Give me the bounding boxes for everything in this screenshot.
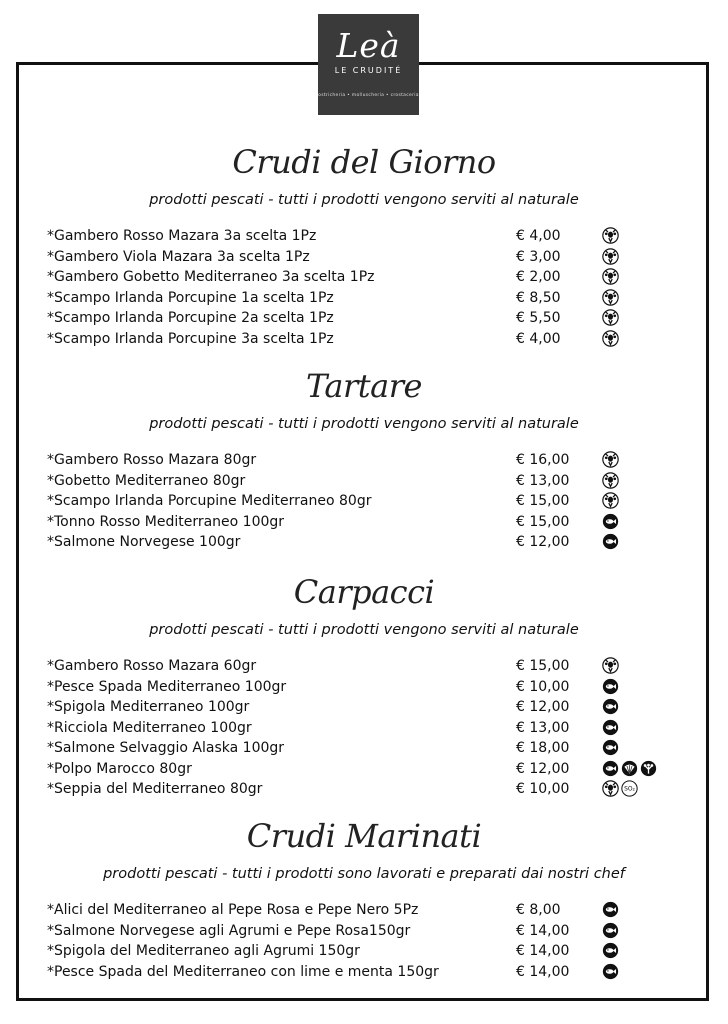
- menu-item-price: € 16,00: [516, 452, 570, 468]
- menu-item: [0, 941, 728, 962]
- crustacean-icon: [602, 492, 619, 509]
- menu-item-name: *Ricciola Mediterraneo 100gr: [47, 719, 252, 736]
- crustacean-icon: [602, 289, 619, 306]
- menu-item-name: *Gambero Gobetto Mediterraneo 3a scelta 1Pz: [47, 269, 375, 285]
- svg-text:SO₂: SO₂: [624, 785, 635, 793]
- menu-item-price: € 18,00: [516, 740, 570, 756]
- fish-icon: [602, 901, 619, 918]
- menu-item-name: *Spigola del Mediterraneo agli Agrumi 150gr: [47, 943, 360, 959]
- menu-section: [0, 816, 728, 982]
- fish-icon: [602, 963, 619, 980]
- menu-item-price: € 12,00: [516, 699, 570, 715]
- allergen-icons: [602, 330, 619, 347]
- menu-item: [0, 491, 728, 512]
- section-subtitle: prodotti pescati - tutti i prodotti vengono serviti al naturale: [149, 416, 579, 432]
- allergen-icons: [602, 533, 619, 550]
- menu-item-price: € 3,00: [516, 248, 561, 265]
- allergen-icons: [602, 901, 619, 918]
- menu-item: [0, 900, 728, 921]
- menu-item-price: € 5,50: [516, 310, 561, 326]
- menu-item-name: *Salmone Norvegese 100gr: [47, 534, 241, 550]
- celery-icon: [640, 760, 657, 777]
- allergen-icons: [602, 963, 619, 980]
- menu-item-name: *Spigola Mediterraneo 100gr: [47, 699, 250, 715]
- logo-name: Leà: [336, 26, 401, 65]
- menu-section: [0, 142, 728, 349]
- allergen-icons: [602, 513, 619, 530]
- crustacean-icon: [602, 248, 619, 265]
- restaurant-logo: [318, 14, 419, 115]
- menu-section: [0, 572, 728, 800]
- fish-icon: [602, 678, 619, 695]
- allergen-icons: [602, 451, 619, 468]
- crustacean-icon: [602, 780, 619, 797]
- menu-item: [0, 697, 728, 718]
- allergen-icons: [602, 309, 619, 326]
- allergen-icons: [602, 289, 619, 306]
- menu-item-price: € 14,00: [516, 963, 570, 980]
- logo-subtitle: LE CRUDITÉ: [334, 66, 403, 75]
- menu-item-price: € 13,00: [516, 472, 570, 489]
- menu-item: [0, 267, 728, 288]
- fish-icon: [602, 739, 619, 756]
- allergen-icons: [602, 739, 619, 756]
- allergen-icons: [602, 922, 619, 939]
- menu-item-name: *Scampo Irlanda Porcupine Mediterraneo 80gr: [47, 493, 372, 509]
- allergen-icons: [602, 760, 657, 777]
- menu-item-price: € 15,00: [516, 513, 570, 530]
- fish-icon: [602, 698, 619, 715]
- section-title: Tartare: [306, 367, 422, 405]
- allergen-icons: [602, 698, 619, 715]
- section-title: Crudi del Giorno: [232, 143, 496, 181]
- logo-tagline: ostricheria • molluscheria • crostaceria: [318, 93, 419, 98]
- menu-item: [0, 288, 728, 309]
- menu-item: [0, 329, 728, 350]
- menu-item-name: *Gobetto Mediterraneo 80gr: [47, 472, 246, 489]
- menu-item: [0, 471, 728, 492]
- menu-item-price: € 12,00: [516, 534, 570, 550]
- menu-item-name: *Polpo Marocco 80gr: [47, 760, 192, 777]
- menu-item: [0, 738, 728, 759]
- sulphites-icon: [621, 780, 638, 797]
- allergen-icons: [602, 719, 619, 736]
- menu-item: [0, 532, 728, 553]
- menu-item-name: *Salmone Selvaggio Alaska 100gr: [47, 740, 285, 756]
- menu-item-price: € 15,00: [516, 493, 570, 509]
- menu-item-price: € 10,00: [516, 781, 570, 797]
- menu-item-name: *Gambero Rosso Mazara 60gr: [47, 658, 257, 674]
- section-title: Crudi Marinati: [246, 817, 482, 855]
- allergen-icons: [602, 268, 619, 285]
- menu-item: [0, 677, 728, 698]
- menu-item-price: € 12,00: [516, 760, 570, 777]
- section-subtitle: prodotti pescati - tutti i prodotti vengono serviti al naturale: [149, 192, 579, 208]
- menu-item-name: *Gambero Rosso Mazara 80gr: [47, 452, 257, 468]
- menu-item-list: [0, 900, 728, 982]
- allergen-icons: [602, 472, 619, 489]
- menu-item-price: € 14,00: [516, 943, 570, 959]
- menu-item-price: € 2,00: [516, 269, 561, 285]
- crustacean-icon: [602, 268, 619, 285]
- menu-item-price: € 4,00: [516, 228, 561, 244]
- allergen-icons: [602, 678, 619, 695]
- menu-item: [0, 247, 728, 268]
- menu-item-list: [0, 656, 728, 800]
- menu-item: [0, 962, 728, 983]
- fish-icon: [602, 760, 619, 777]
- menu-item-name: *Scampo Irlanda Porcupine 1a scelta 1Pz: [47, 289, 334, 306]
- allergen-icons: [602, 227, 619, 244]
- crustacean-icon: [602, 657, 619, 674]
- menu-item-name: *Scampo Irlanda Porcupine 2a scelta 1Pz: [47, 310, 334, 326]
- section-subtitle: prodotti pescati - tutti i prodotti vengono serviti al naturale: [149, 622, 579, 638]
- crustacean-icon: [602, 451, 619, 468]
- menu-item-list: [0, 226, 728, 349]
- menu-item-price: € 8,00: [516, 902, 561, 918]
- fish-icon: [602, 922, 619, 939]
- menu-item-name: *Pesce Spada Mediterraneo 100gr: [47, 678, 287, 695]
- allergen-icons: [602, 492, 619, 509]
- menu-item-price: € 15,00: [516, 658, 570, 674]
- crustacean-icon: [602, 309, 619, 326]
- menu-item: [0, 512, 728, 533]
- menu-item: [0, 226, 728, 247]
- menu-item-name: *Salmone Norvegese agli Agrumi e Pepe Rosa150gr: [47, 922, 411, 939]
- menu-item: [0, 718, 728, 739]
- menu-item-price: € 4,00: [516, 330, 561, 347]
- menu-item-price: € 8,50: [516, 289, 561, 306]
- menu-item: [0, 921, 728, 942]
- allergen-icons: [602, 657, 619, 674]
- menu-item: [0, 450, 728, 471]
- allergen-icons: [602, 780, 638, 797]
- menu-item-price: € 13,00: [516, 719, 570, 736]
- menu-item: [0, 656, 728, 677]
- menu-item: [0, 759, 728, 780]
- fish-icon: [602, 533, 619, 550]
- fish-icon: [602, 942, 619, 959]
- menu-item-name: *Seppia del Mediterraneo 80gr: [47, 781, 263, 797]
- menu-item-name: *Gambero Rosso Mazara 3a scelta 1Pz: [47, 228, 317, 244]
- allergen-icons: [602, 248, 619, 265]
- menu-item-name: *Pesce Spada del Mediterraneo con lime e menta 150gr: [47, 963, 439, 980]
- menu-section: [0, 366, 728, 553]
- mollusc-icon: [621, 760, 638, 777]
- menu-item-list: [0, 450, 728, 553]
- menu-item-price: € 10,00: [516, 678, 570, 695]
- section-subtitle: prodotti pescati - tutti i prodotti sono lavorati e preparati dai nostri chef: [103, 866, 625, 882]
- fish-icon: [602, 719, 619, 736]
- menu-item-name: *Scampo Irlanda Porcupine 3a scelta 1Pz: [47, 330, 334, 347]
- fish-icon: [602, 513, 619, 530]
- crustacean-icon: [602, 472, 619, 489]
- menu-item-price: € 14,00: [516, 922, 570, 939]
- menu-item-name: *Tonno Rosso Mediterraneo 100gr: [47, 513, 285, 530]
- section-title: Carpacci: [293, 573, 435, 611]
- menu-item: [0, 308, 728, 329]
- allergen-icons: [602, 942, 619, 959]
- menu-item-name: *Gambero Viola Mazara 3a scelta 1Pz: [47, 248, 310, 265]
- menu-item-name: *Alici del Mediterraneo al Pepe Rosa e Pepe Nero 5Pz: [47, 902, 419, 918]
- crustacean-icon: [602, 227, 619, 244]
- crustacean-icon: [602, 330, 619, 347]
- menu-item: [0, 779, 728, 800]
